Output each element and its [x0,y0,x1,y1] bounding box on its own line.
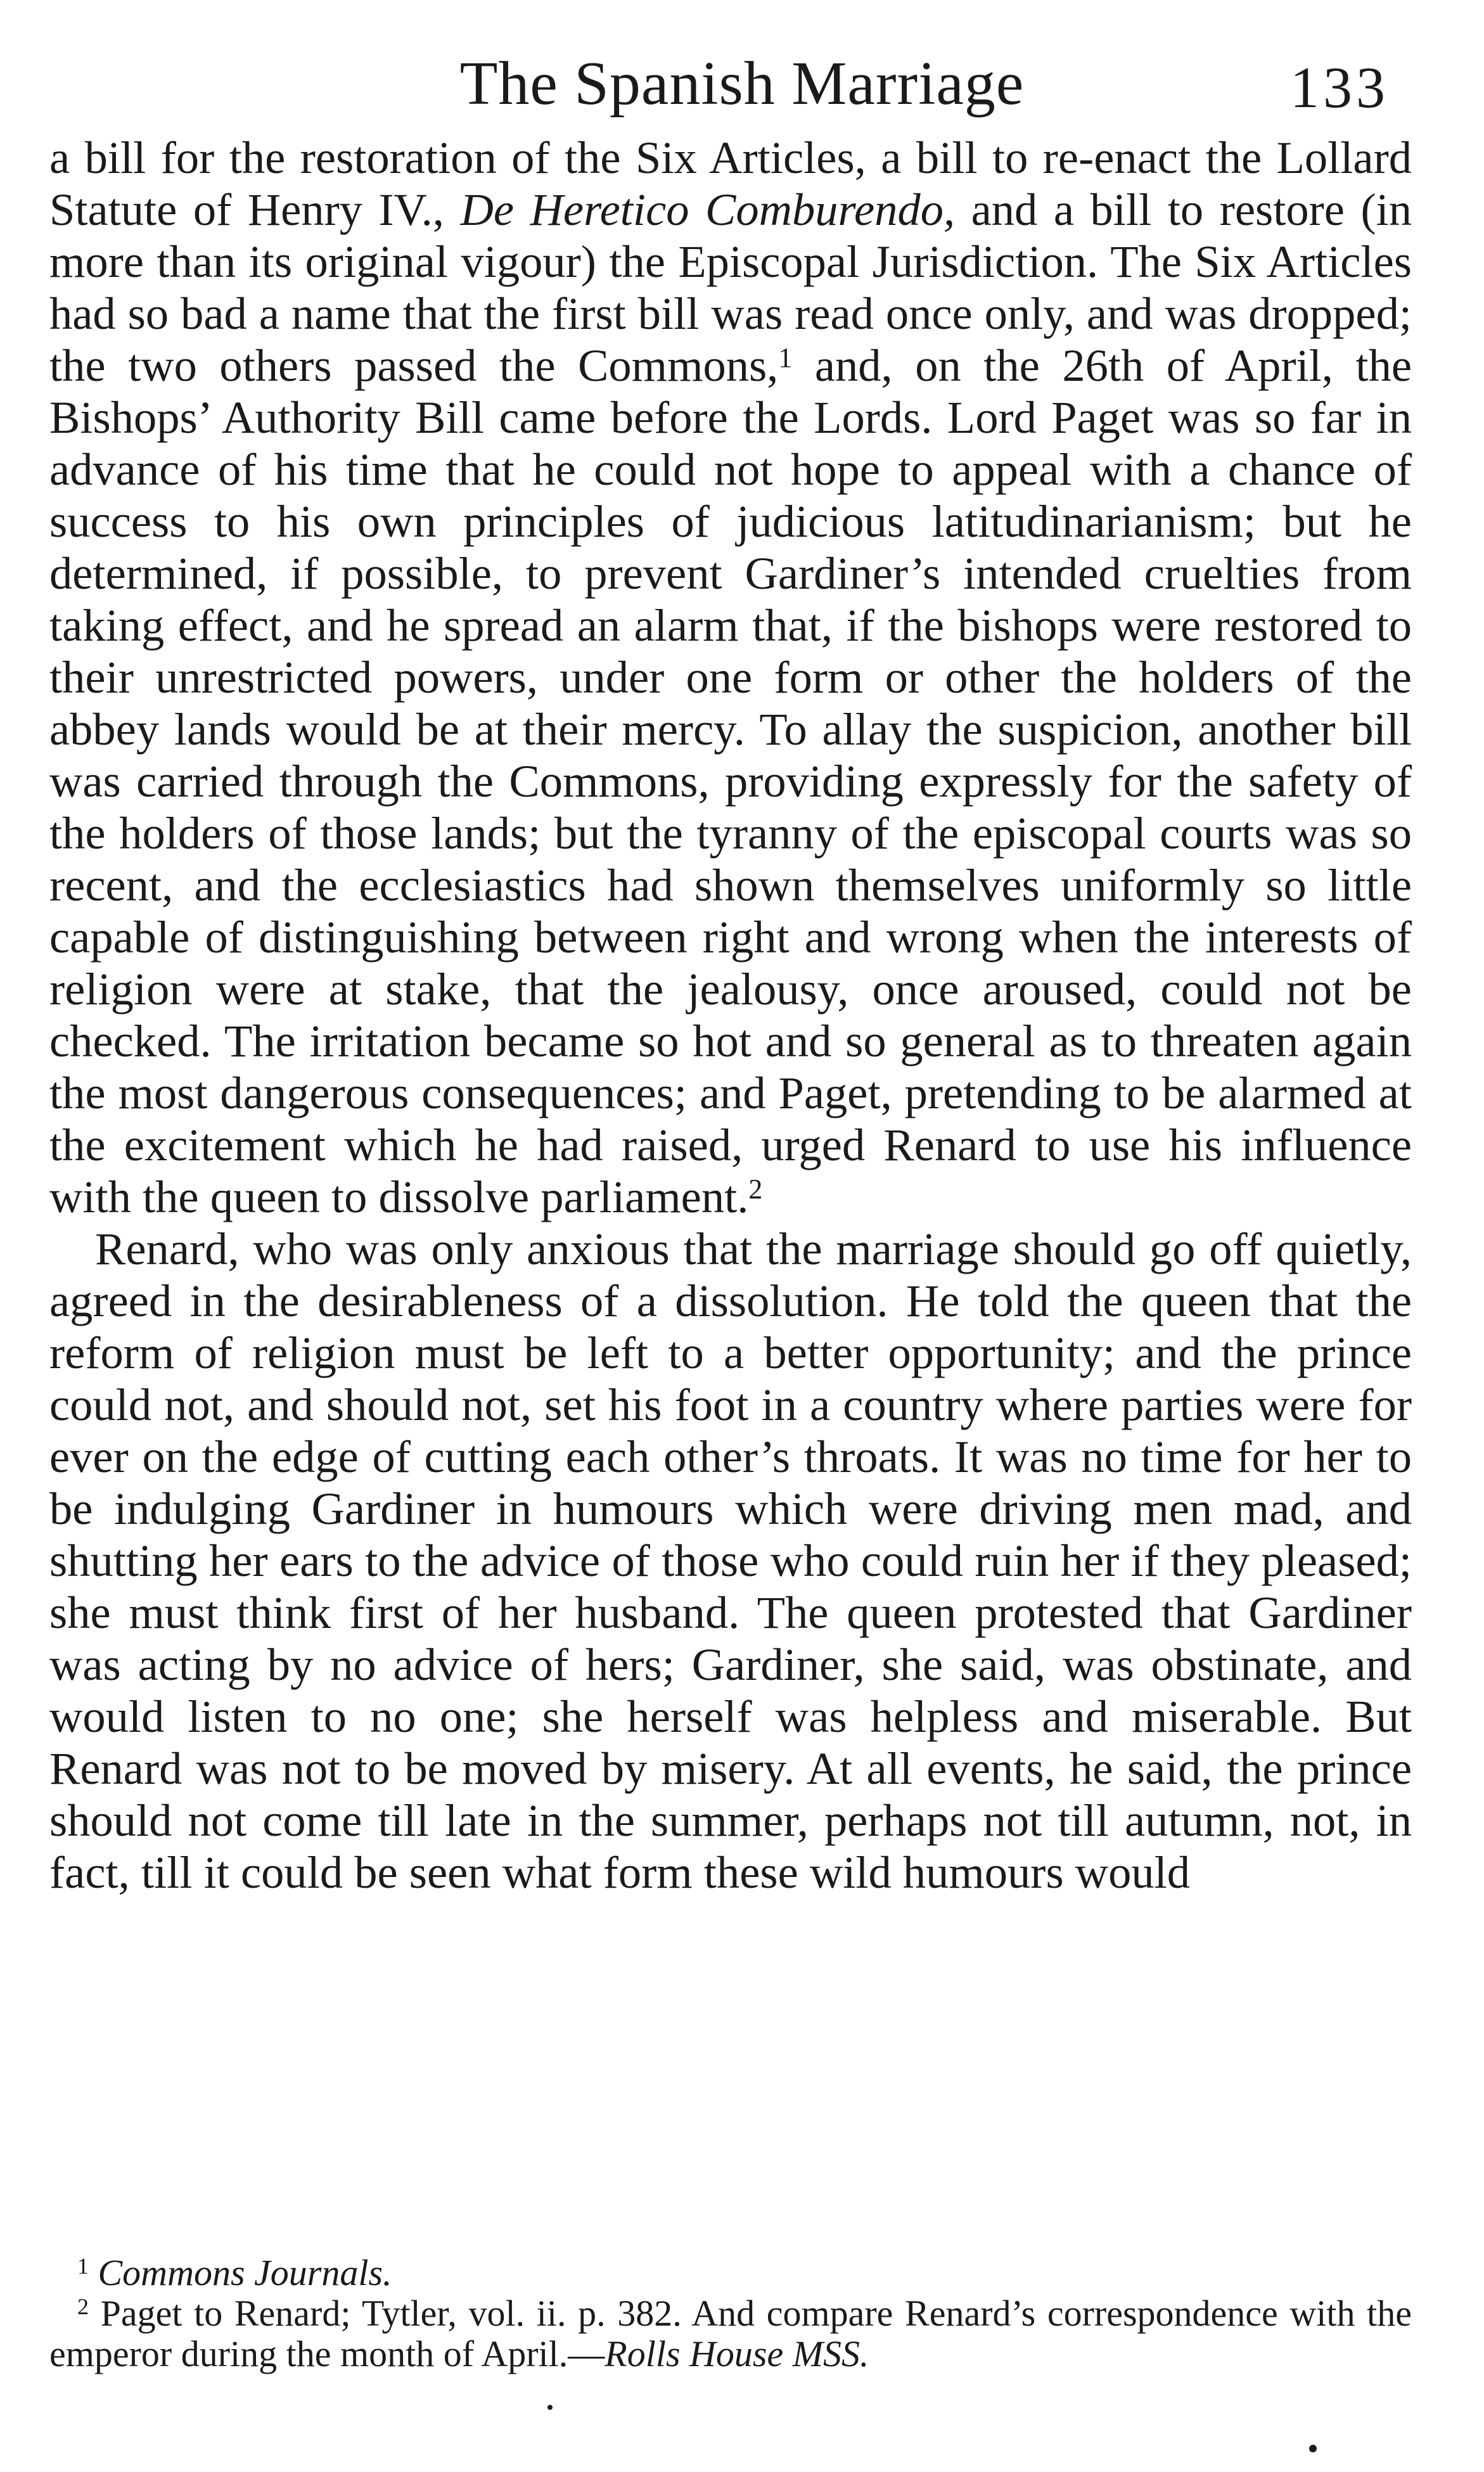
italic-text: Commons Journals. [98,2252,392,2293]
text-run: a bill for the restoration of the Six Articles, a bill to re-enact the Lollard Statute of Henry IV., [49,132,1412,235]
text-run: Paget to Renard; Tytler, vol. ii. p. 382. And compare Renard’s correspondence with the emperor during the month of April.— [49,2293,1412,2374]
print-speck [1309,2445,1317,2452]
footnote-marker: 1 [778,342,793,373]
print-speck [547,2405,553,2410]
body-text [49,132,1412,1899]
footnote-marker: 2 [77,2294,89,2319]
italic-text: Rolls House MSS. [604,2333,869,2374]
text-run: Renard, who was only anxious that the marriage should go off quietly, agreed in the desirableness of a dissolution. He told the queen that the reform of religion must be left to a better opportunity; and the prince could not, and should not, set his foot in a country where parties were for ever on the edge of cutting each other’s throats. It was no time for her to be indulging Gardiner in humours which were driving men mad, and shutting her ears to the advice of those who could ruin her if they pleased; she must think first of her husband. The queen protested that Gardiner was acting by no advice of hers; Gardiner, she said, was obstinate, and would listen to no one; she herself was helpless and miserable. But Renard was not to be moved by misery. At all events, he said, the prince should not come till late in the summer, perhaps not till autumn, not, in fact, till it could be seen what form these wild humours would [49,1223,1412,1898]
footnotes [49,2253,1412,2374]
italic-text: De Heretico Comburendo, [460,184,956,235]
page-number: 133 [1290,55,1389,120]
text-run: and a bill to restore (in more than its original vigour) the Episcopal Jurisdiction. The Six Articles had so bad a name that the first bill was read once only, and was dropped; the two others passed the Commons, [49,184,1412,391]
footnote-marker: 2 [748,1174,763,1205]
paragraph-1 [49,132,1412,1223]
text-run: and, on the 26th of April, the Bishops’ Authority Bill came before the Lords. Lord Paget was so far in advance of his time that he could not hope to appeal with a chance of success to his own principles of judicious latitudinarianism; but he determined, if possible, to prevent Gardiner’s intended cruelties from taking effect, and he spread an alarm that, if the bishops were restored to their unrestricted powers, under one form or other the holders of the abbey lands would be at their mercy. To allay the suspicion, another bill was carried through the Commons, providing expressly for the safety of the holders of those lands; but the tyranny of the episcopal courts was so recent, and the ecclesiastics had shown themselves uniformly so little capable of distinguishing between right and wrong when the interests of religion were at stake, that the jealousy, once aroused, could not be checked. The irritation became so hot and so general as to threaten again the most dangerous consequences; and Paget, pretending to be alarmed at the excitement which he had raised, urged Renard to use his influence with the queen to dissolve parliament. [49,340,1412,1222]
text-run [89,2252,98,2293]
page-header [0,46,1484,122]
footnote-2 [49,2293,1412,2374]
footnote-1 [49,2253,1412,2293]
running-title: The Spanish Marriage [459,49,1025,118]
footnote-marker: 1 [77,2253,89,2279]
paragraph-2 [49,1223,1412,1899]
